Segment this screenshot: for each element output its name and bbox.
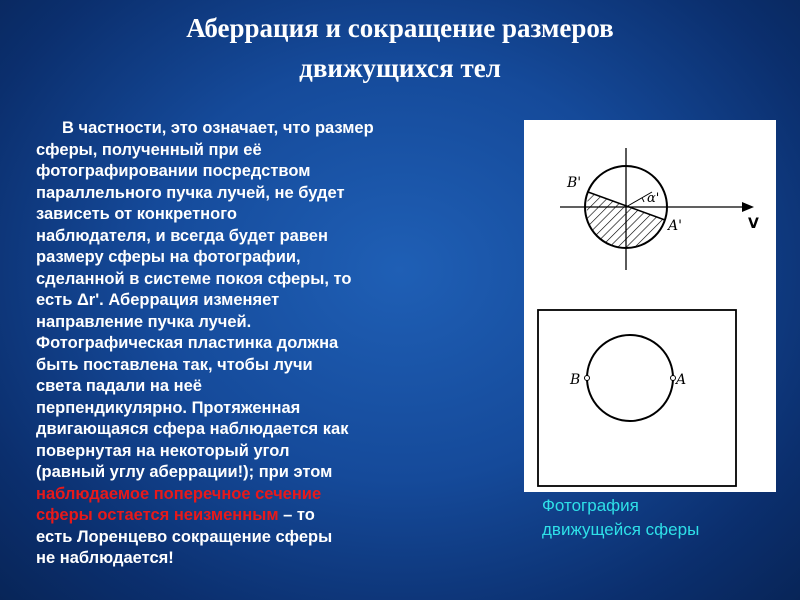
label-b-prime: B' — [567, 175, 582, 191]
paragraph-line: быть поставлена так, чтобы лучи — [36, 355, 313, 374]
paragraph-line: повернутая на некоторый угол — [36, 441, 290, 460]
paragraph-line: не наблюдается! — [36, 549, 174, 567]
point-b — [585, 376, 590, 381]
paragraph-line: Фотографическая пластинка должна — [36, 334, 339, 352]
label-alpha: α' — [647, 191, 660, 206]
main-paragraph — [36, 118, 506, 570]
paragraph-line: направление пучка лучей. — [36, 312, 252, 331]
caption-line-1: Фотография — [542, 496, 639, 515]
tail-text: – то — [278, 506, 315, 524]
paragraph-line: параллельного пучка лучей, не будет — [36, 183, 345, 202]
paragraph-line: есть Лоренцево сокращение сферы — [36, 527, 333, 546]
sphere-diagram — [524, 120, 776, 492]
photo-circle — [587, 335, 673, 421]
paragraph-line: зависеть от конкретного — [36, 205, 237, 223]
paragraph-line: двигающаяся сфера наблюдается как — [36, 420, 349, 438]
paragraph-line: В частности, это означает, что размер — [62, 119, 374, 137]
paragraph-line: (равный углу аберрации!); при этом — [36, 463, 333, 481]
highlight-line-2 — [36, 505, 506, 527]
highlight-text: сферы остается неизменным — [36, 506, 279, 524]
label-a: A — [676, 372, 687, 388]
paragraph-line: размеру сферы на фотографии, — [36, 248, 301, 266]
label-b: B — [570, 372, 581, 388]
highlight-line-1: наблюдаемое поперечное сечение — [36, 484, 322, 503]
paragraph-line: сферы, полученный при её — [36, 140, 262, 159]
paragraph-line: света падали на неё — [36, 377, 202, 395]
label-v: V — [748, 216, 759, 232]
slide-title — [0, 8, 800, 88]
caption-line-2: движущейся сферы — [542, 520, 700, 539]
paragraph-line: сделанной в системе покоя сферы, то — [36, 269, 352, 288]
angle-arc — [642, 198, 644, 202]
title-line-2: движущихся тел — [299, 53, 501, 83]
paragraph-line: фотографировании посредством — [36, 162, 311, 180]
point-a — [671, 376, 676, 381]
figure-caption — [542, 494, 782, 542]
sphere-figure — [524, 120, 776, 492]
title-line-1: Аберрация и сокращение размеров — [186, 13, 614, 43]
paragraph-line: наблюдателя, и всегда будет равен — [36, 226, 328, 245]
moving-sphere-diagram — [560, 148, 759, 270]
photo-plate-diagram — [538, 310, 736, 486]
velocity-arrow-head — [742, 202, 754, 212]
paragraph-line: перпендикулярно. Протяженная — [36, 398, 301, 417]
label-a-prime: A' — [668, 218, 682, 234]
paragraph-line: есть Δr'. Аберрация изменяет — [36, 291, 280, 309]
